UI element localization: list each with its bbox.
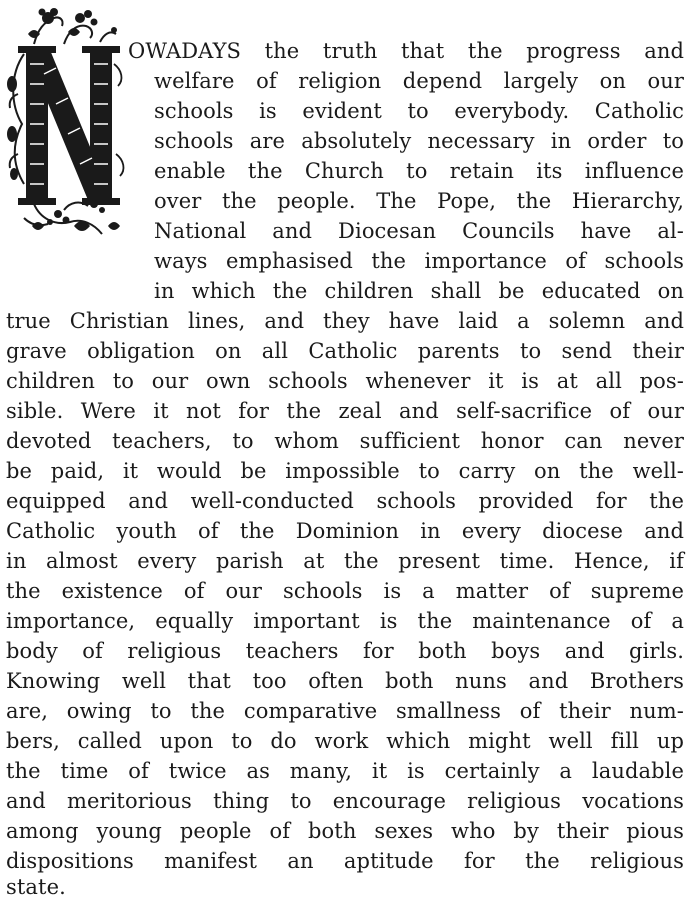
text-line-8: ways emphasised the importance of schools xyxy=(154,249,684,273)
text-line-27: among young people of both sexes who by their pious xyxy=(6,819,684,843)
text-line-5: enable the Church to retain its influence xyxy=(154,159,684,183)
text-line-1: OWADAYS the truth that the progress and xyxy=(128,39,684,63)
text-line-3: schools is evident to everybody. Catholic xyxy=(154,99,684,123)
text-line-23: are, owing to the comparative smallness of their num- xyxy=(6,699,684,723)
text-line-17: Catholic youth of the Dominion in every diocese and xyxy=(6,519,684,543)
text-line-22: Knowing well that too often both nuns and Brothers xyxy=(6,669,684,693)
text-line-9: in which the children shall be educated on xyxy=(154,279,684,303)
text-line-25: the time of twice as many, it is certainly a laudable xyxy=(6,759,684,783)
text-line-13: sible. Were it not for the zeal and self-sacrifice of our xyxy=(6,399,684,423)
text-line-14: devoted teachers, to whom sufficient honor can never xyxy=(6,429,684,453)
drop-cap-illustration xyxy=(4,4,130,240)
text-line-26: and meritorious thing to encourage religious vocations xyxy=(6,789,684,813)
text-line-21: body of religious teachers for both boys and girls. xyxy=(6,639,684,663)
text-line-15: be paid, it would be impossible to carry on the well- xyxy=(6,459,684,483)
text-line-28: dispositions manifest an aptitude for the religious xyxy=(6,849,684,873)
ornamental-drop-cap xyxy=(4,4,130,240)
text-line-6: over the people. The Pope, the Hierarchy, xyxy=(154,189,684,213)
text-line-12: children to our own schools whenever it is at all pos- xyxy=(6,369,684,393)
text-line-10: true Christian lines, and they have laid a solemn and xyxy=(6,309,684,333)
text-line-2: welfare of religion depend largely on our xyxy=(154,69,684,93)
text-line-20: importance, equally important is the maintenance of a xyxy=(6,609,684,633)
text-line-29: state. xyxy=(6,875,66,899)
text-line-18: in almost every parish at the present time. Hence, if xyxy=(6,549,684,573)
text-line-24: bers, called upon to do work which might well fill up xyxy=(6,729,684,753)
text-line-11: grave obligation on all Catholic parents to send their xyxy=(6,339,684,363)
text-line-4: schools are absolutely necessary in order to xyxy=(154,129,684,153)
text-line-7: National and Diocesan Councils have al- xyxy=(154,219,684,243)
text-line-19: the existence of our schools is a matter of supreme xyxy=(6,579,684,603)
text-line-16: equipped and well-conducted schools provided for the xyxy=(6,489,684,513)
